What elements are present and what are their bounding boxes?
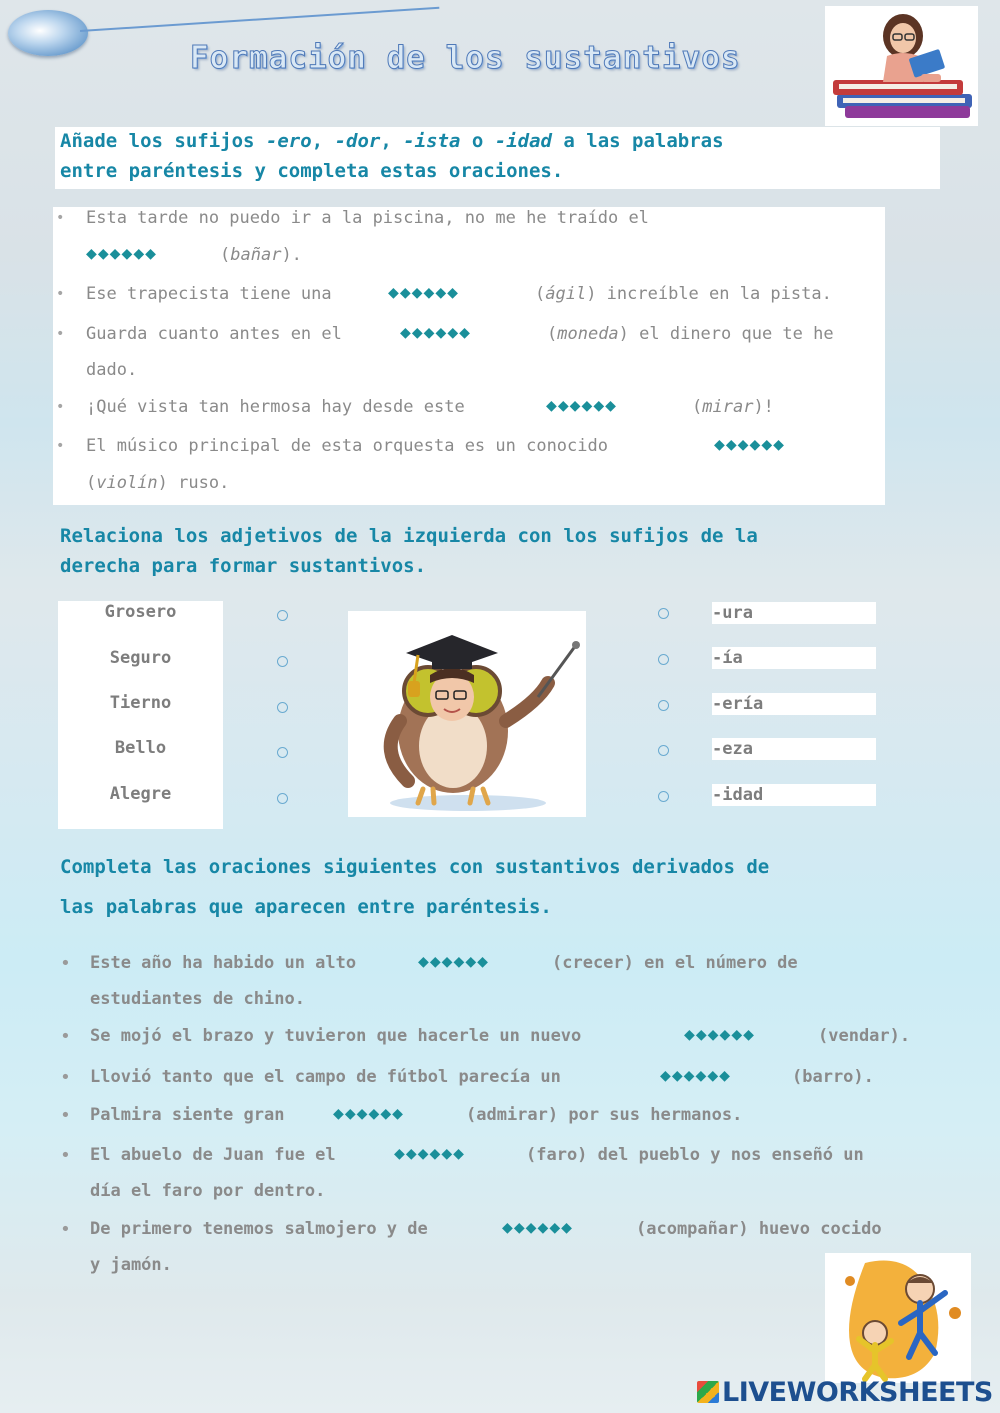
suffix-item: -ura xyxy=(712,602,876,624)
list-item: Llovió tanto que el campo de fútbol parecía un xyxy=(90,1067,561,1087)
suffix-item: -eza xyxy=(712,738,876,760)
answer-blank[interactable]: ◆◆◆◆◆◆ xyxy=(388,282,460,303)
match-point-right[interactable] xyxy=(658,608,669,619)
list-item: Palmira siente gran xyxy=(90,1105,285,1125)
list-item: El músico principal de esta orquesta es un conocido xyxy=(86,436,608,456)
liveworksheets-logo: LIVEWORKSHEETS xyxy=(697,1377,993,1408)
adjective-item: Alegre xyxy=(109,784,172,804)
bullet-icon: • xyxy=(56,210,65,226)
word-hint: (faro) del pueblo y nos enseñó un xyxy=(526,1145,864,1165)
adjective-item: Grosero xyxy=(104,602,177,622)
answer-blank[interactable]: ◆◆◆◆◆◆ xyxy=(418,951,490,972)
word-hint: (violín) ruso. xyxy=(86,473,230,493)
bullet-icon: • xyxy=(60,1145,71,1166)
instruction-2: Relaciona los adjetivos de la izquierda con los sufijos de la derecha para formar sustantivos. xyxy=(60,525,758,577)
list-item: ¡Qué vista tan hermosa hay desde este xyxy=(86,397,465,417)
exercise-list-1 xyxy=(53,207,885,505)
match-point-left[interactable] xyxy=(277,656,288,667)
bullet-icon: • xyxy=(60,1105,71,1126)
bullet-icon: • xyxy=(56,326,65,342)
answer-blank[interactable]: ◆◆◆◆◆◆ xyxy=(333,1103,405,1124)
kids-jumping-picture xyxy=(825,1253,971,1383)
bullet-icon: • xyxy=(60,1219,71,1240)
word-hint: (barro). xyxy=(792,1067,874,1087)
word-hint: (admirar) por sus hermanos. xyxy=(466,1105,743,1125)
magnifier-lens-icon xyxy=(8,10,88,56)
word-hint: (vendar). xyxy=(818,1026,911,1046)
match-point-right[interactable] xyxy=(658,700,669,711)
list-item-continuation: y jamón. xyxy=(90,1255,172,1275)
word-hint: (moneda) el dinero que te he xyxy=(547,324,834,344)
liveworksheets-badge-icon xyxy=(697,1381,719,1403)
answer-blank[interactable]: ◆◆◆◆◆◆ xyxy=(394,1143,466,1164)
answer-blank[interactable]: ◆◆◆◆◆◆ xyxy=(400,322,472,343)
list-item: El abuelo de Juan fue el xyxy=(90,1145,336,1165)
bullet-icon: • xyxy=(60,953,71,974)
suffix-item: -ía xyxy=(712,647,876,669)
match-point-right[interactable] xyxy=(658,791,669,802)
match-point-right[interactable] xyxy=(658,745,669,756)
suffix-item: -idad xyxy=(712,784,876,806)
instruction-1: Añade los sufijos -ero, -dor, -ista o -idad a las palabras entre paréntesis y completa estas oraciones. xyxy=(60,130,724,182)
bullet-icon: • xyxy=(60,1026,71,1047)
match-point-left[interactable] xyxy=(277,747,288,758)
list-item: Se mojó el brazo y tuvieron que hacerle un nuevo xyxy=(90,1026,582,1046)
list-item-continuation: dado. xyxy=(86,360,138,380)
adjective-item: Tierno xyxy=(109,693,172,713)
answer-blank[interactable]: ◆◆◆◆◆◆ xyxy=(86,243,158,264)
answer-blank[interactable]: ◆◆◆◆◆◆ xyxy=(684,1024,756,1045)
word-hint: (ágil) increíble en la pista. xyxy=(535,284,832,304)
bullet-icon: • xyxy=(56,438,65,454)
suffix-item: -ería xyxy=(712,693,876,715)
instruction-3: Completa las oraciones siguientes con sustantivos derivados de las palabras que aparecen entre paréntesis. xyxy=(60,856,770,918)
answer-blank[interactable]: ◆◆◆◆◆◆ xyxy=(660,1065,732,1086)
answer-blank[interactable]: ◆◆◆◆◆◆ xyxy=(714,434,786,455)
adjective-item: Seguro xyxy=(109,648,172,668)
teacher-reading-picture xyxy=(825,6,978,126)
list-item: Guarda cuanto antes en el xyxy=(86,324,342,344)
answer-blank[interactable]: ◆◆◆◆◆◆ xyxy=(546,395,618,416)
list-item: De primero tenemos salmojero y de xyxy=(90,1219,428,1239)
word-hint: (bañar). xyxy=(220,245,302,265)
match-point-right[interactable] xyxy=(658,654,669,665)
page-title: Formación de los sustantivos xyxy=(190,40,741,76)
bullet-icon: • xyxy=(60,1067,71,1088)
match-point-left[interactable] xyxy=(277,793,288,804)
decorative-line xyxy=(80,7,439,32)
word-hint: (mirar)! xyxy=(692,397,774,417)
list-item: Este año ha habido un alto xyxy=(90,953,357,973)
bullet-icon: • xyxy=(56,399,65,415)
match-point-left[interactable] xyxy=(277,610,288,621)
answer-blank[interactable]: ◆◆◆◆◆◆ xyxy=(502,1217,574,1238)
word-hint: (acompañar) huevo cocido xyxy=(636,1219,882,1239)
match-point-left[interactable] xyxy=(277,702,288,713)
owl-teacher-picture xyxy=(348,611,586,817)
adjective-item: Bello xyxy=(114,738,167,758)
list-item: Ese trapecista tiene una xyxy=(86,284,332,304)
list-item: Esta tarde no puedo ir a la piscina, no me he traído el xyxy=(86,208,649,228)
word-hint: (crecer) en el número de xyxy=(552,953,798,973)
list-item-continuation: estudiantes de chino. xyxy=(90,989,305,1009)
bullet-icon: • xyxy=(56,286,65,302)
list-item-continuation: día el faro por dentro. xyxy=(90,1181,326,1201)
